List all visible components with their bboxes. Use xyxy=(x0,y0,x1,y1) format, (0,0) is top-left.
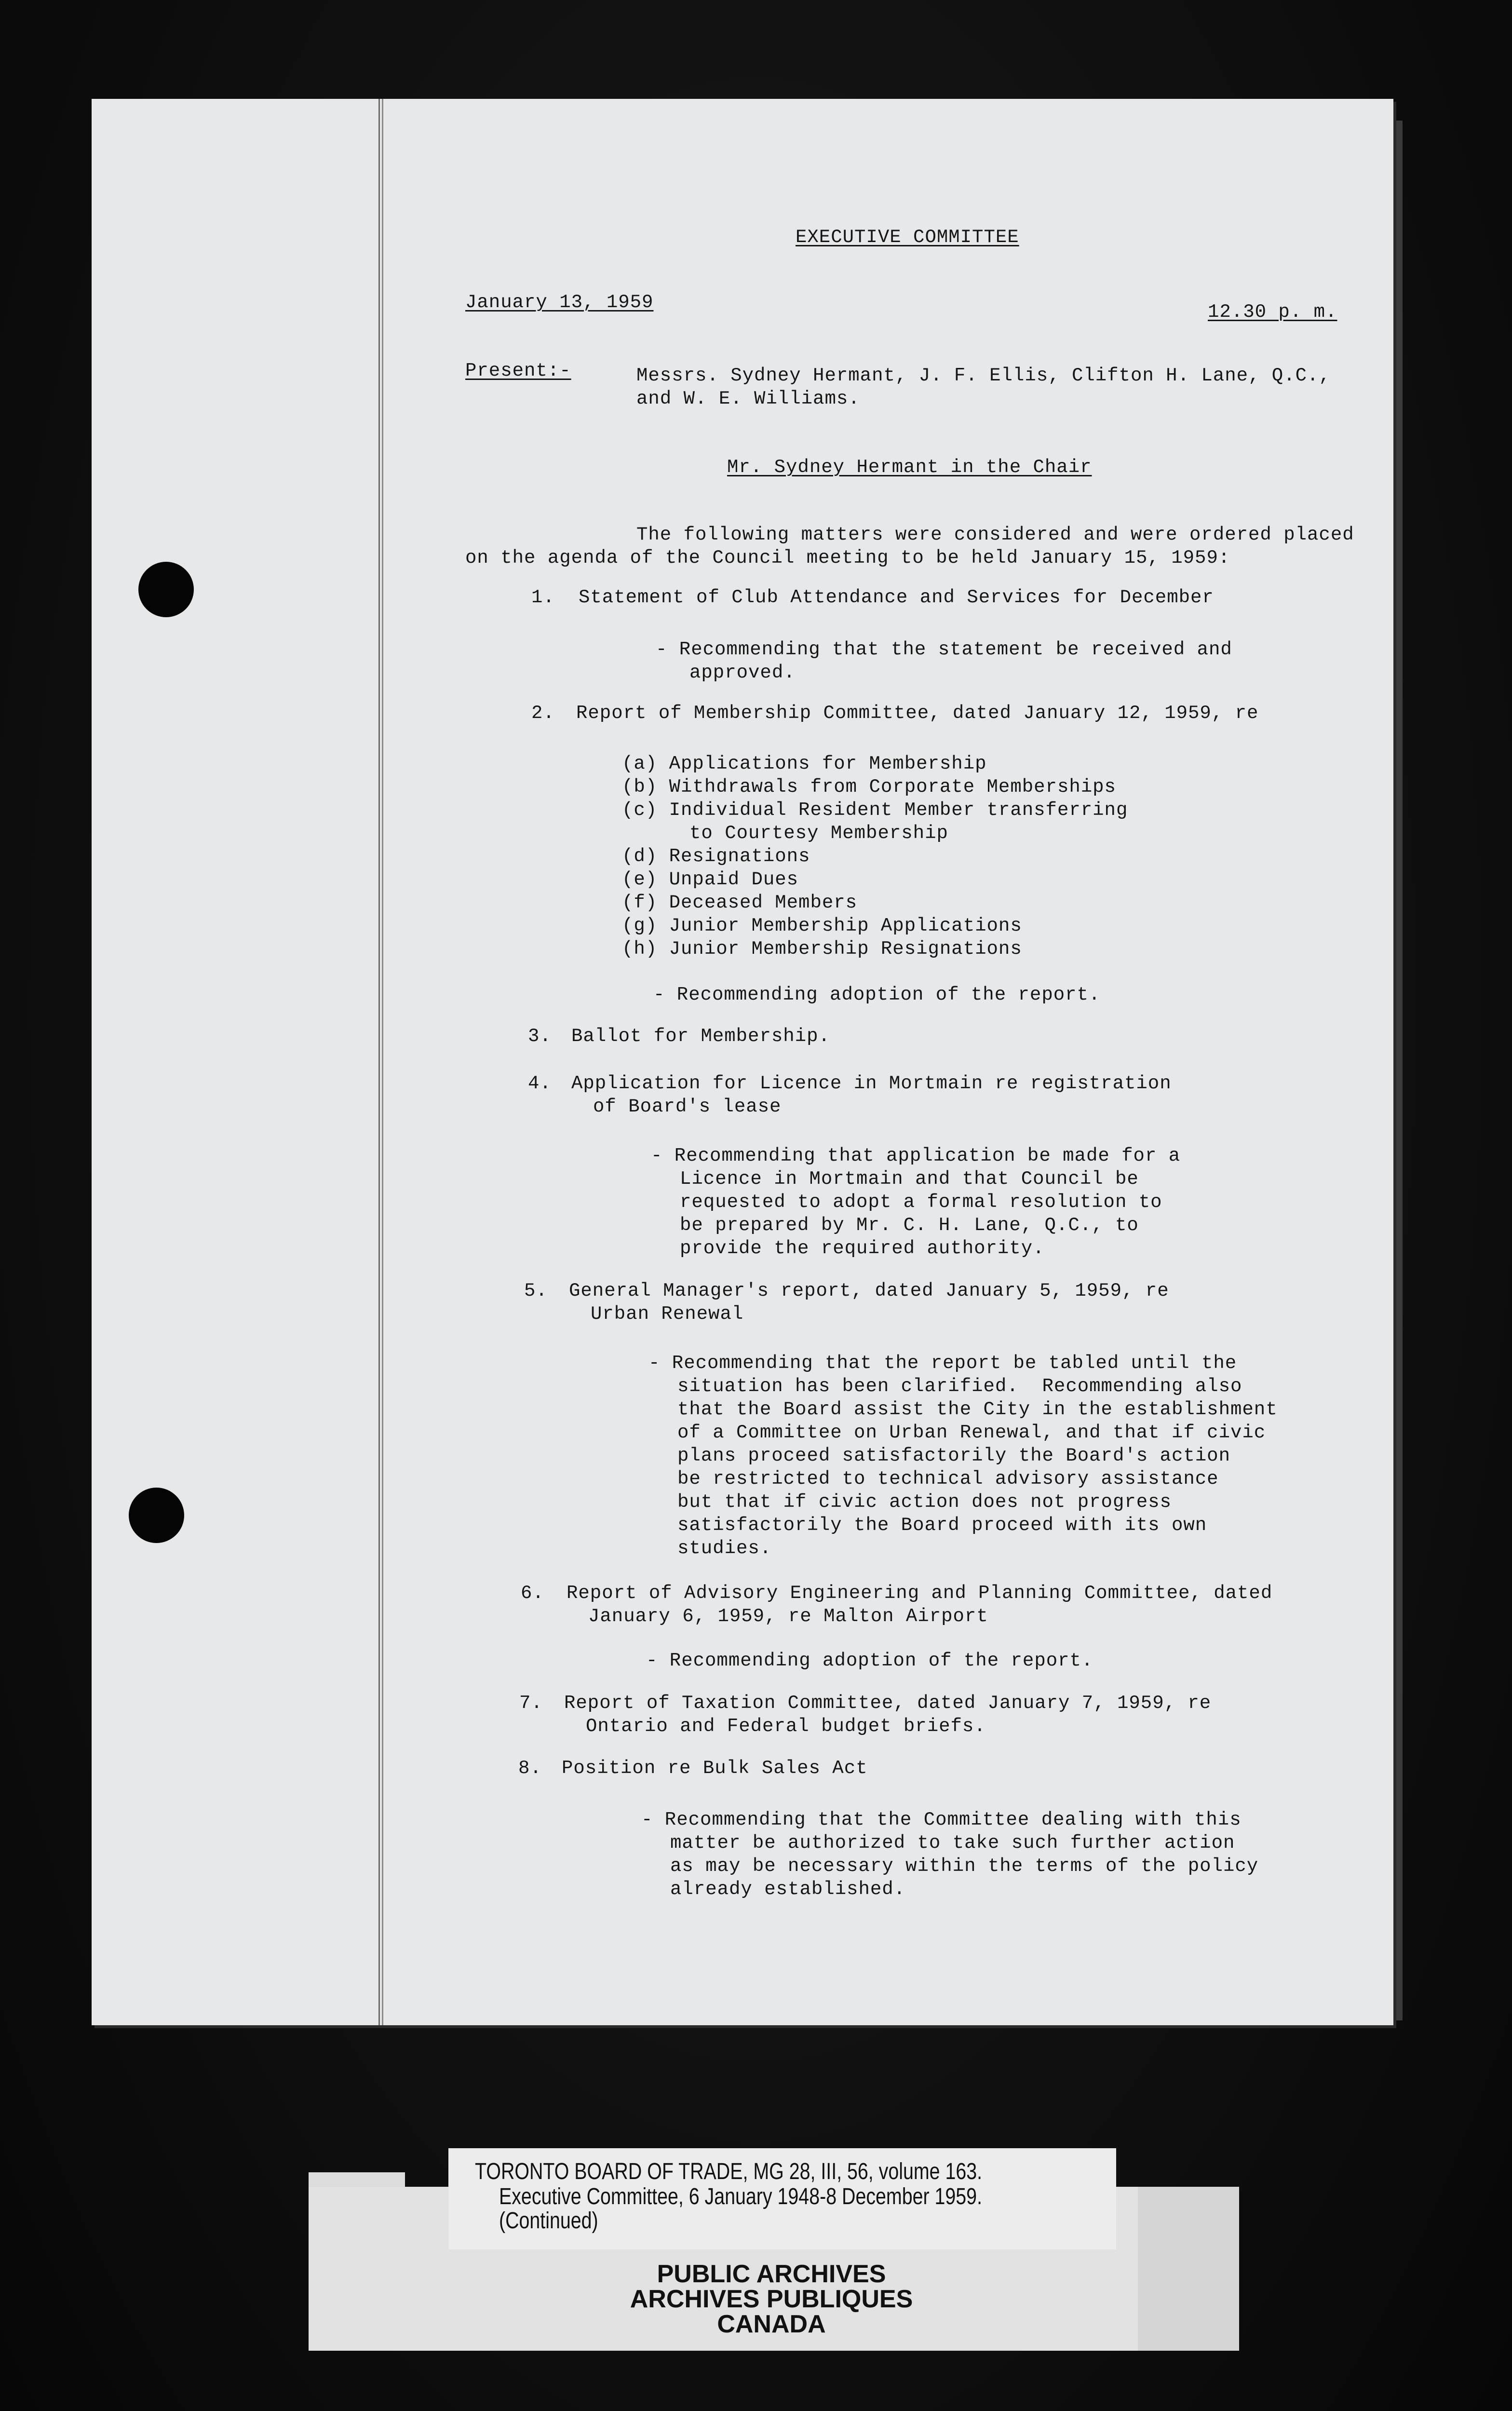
present-label: Present:- xyxy=(465,360,571,381)
item-2-sub-h: (h) Junior Membership Resignations xyxy=(622,938,1022,960)
heading: EXECUTIVE COMMITTEE xyxy=(796,227,1019,248)
item-8-rec-1: - Recommending that the Committee dealing with this xyxy=(641,1809,1242,1830)
intro-line-1: The following matters were considered and were ordered placed xyxy=(636,524,1354,545)
item-2-sub-c-cont: to Courtesy Membership xyxy=(689,823,948,844)
item-4-rec-4: be prepared by Mr. C. H. Lane, Q.C., to xyxy=(680,1215,1139,1236)
item-4-rec-1: - Recommending that application be made for a xyxy=(651,1145,1181,1166)
item-2-sub-a: (a) Applications for Membership xyxy=(622,753,987,774)
label-line-2: Executive Committee, 6 January 1948-8 December 1959. xyxy=(499,2184,983,2209)
stamp-line-2: ARCHIVES PUBLIQUES xyxy=(630,2285,913,2313)
item-2-title: Report of Membership Committee, dated January 12, 1959, re xyxy=(576,703,1259,724)
label-line-3: (Continued) xyxy=(499,2208,598,2234)
item-4-rec-2: Licence in Mortmain and that Council be xyxy=(680,1168,1139,1190)
item-2-sub-b: (b) Withdrawals from Corporate Memberships xyxy=(622,776,1116,798)
item-8-rec-3: as may be necessary within the terms of the policy xyxy=(670,1856,1259,1877)
item-8-title: Position re Bulk Sales Act xyxy=(562,1758,868,1779)
item-2-number: 2. xyxy=(531,703,555,724)
item-2-sub-e: (e) Unpaid Dues xyxy=(622,869,799,890)
meeting-date: January 13, 1959 xyxy=(465,292,654,313)
meeting-time: 12.30 p. m. xyxy=(1208,301,1337,323)
stamp-line-3: CANADA xyxy=(717,2310,826,2338)
item-6-number: 6. xyxy=(521,1583,544,1604)
item-7-title-2: Ontario and Federal budget briefs. xyxy=(586,1716,986,1737)
item-6-title-1: Report of Advisory Engineering and Planning Committee, dated xyxy=(567,1583,1273,1604)
item-5-rec-2: situation has been clarified. Recommending also xyxy=(677,1376,1242,1397)
item-5-number: 5. xyxy=(524,1280,548,1301)
item-4-rec-5: provide the required authority. xyxy=(680,1238,1045,1259)
chair-line: Mr. Sydney Hermant in the Chair xyxy=(727,457,1092,478)
punch-hole-bottom xyxy=(129,1488,184,1543)
item-4-rec-3: requested to adopt a formal resolution to xyxy=(680,1192,1162,1213)
punch-hole-top xyxy=(138,562,194,617)
intro-line-2: on the agenda of the Council meeting to be held January 15, 1959: xyxy=(465,547,1230,569)
item-2-sub-d: (d) Resignations xyxy=(622,846,810,867)
item-5-title-1: General Manager's report, dated January 5, 1959, re xyxy=(569,1280,1169,1301)
item-2-sub-g: (g) Junior Membership Applications xyxy=(622,915,1022,936)
present-line-1: Messrs. Sydney Hermant, J. F. Ellis, Clifton H. Lane, Q.C., xyxy=(636,365,1331,386)
item-5-rec-9: studies. xyxy=(677,1538,772,1559)
item-2-sub-f: (f) Deceased Members xyxy=(622,892,858,913)
item-8-rec-4: already established. xyxy=(670,1879,906,1900)
item-5-rec-6: be restricted to technical advisory assistance xyxy=(677,1468,1219,1490)
item-6-title-2: January 6, 1959, re Malton Airport xyxy=(588,1606,988,1627)
item-5-rec-4: of a Committee on Urban Renewal, and that if civic xyxy=(677,1422,1266,1443)
item-8-rec-2: matter be authorized to take such further action xyxy=(670,1832,1235,1854)
item-7-number: 7. xyxy=(519,1693,543,1714)
item-5-rec-8: satisfactorily the Board proceed with its own xyxy=(677,1515,1207,1536)
item-6-rec: - Recommending adoption of the report. xyxy=(646,1650,1094,1671)
item-1-number: 1. xyxy=(531,587,555,608)
item-3-title: Ballot for Membership. xyxy=(571,1026,830,1047)
present-line-2: and W. E. Williams. xyxy=(636,388,860,409)
archive-label-right-tab xyxy=(1138,2187,1239,2351)
item-5-rec-1: - Recommending that the report be tabled until the xyxy=(648,1353,1237,1374)
document-page xyxy=(92,99,1393,2025)
item-1-title: Statement of Club Attendance and Services for December xyxy=(579,587,1214,608)
label-line-1: TORONTO BOARD OF TRADE, MG 28, III, 56, volume 163. xyxy=(475,2159,983,2184)
item-5-rec-5: plans proceed satisfactorily the Board's action xyxy=(677,1445,1230,1466)
item-4-title-2: of Board's lease xyxy=(593,1096,782,1117)
item-7-title-1: Report of Taxation Committee, dated January 7, 1959, re xyxy=(564,1693,1212,1714)
item-8-number: 8. xyxy=(518,1758,542,1779)
item-5-title-2: Urban Renewal xyxy=(591,1303,744,1325)
item-2-sub-c: (c) Individual Resident Member transferring xyxy=(622,799,1128,821)
item-5-rec-7: but that if civic action does not progress xyxy=(677,1491,1172,1513)
item-4-title-1: Application for Licence in Mortmain re registration xyxy=(571,1073,1172,1094)
item-2-rec: - Recommending adoption of the report. xyxy=(653,984,1101,1005)
item-3-number: 3. xyxy=(528,1026,552,1047)
margin-rule xyxy=(378,99,383,2025)
item-1-rec-1: - Recommending that the statement be received and xyxy=(656,639,1232,660)
item-1-rec-2: approved. xyxy=(689,662,796,683)
item-4-number: 4. xyxy=(528,1073,552,1094)
item-5-rec-3: that the Board assist the City in the establishment xyxy=(677,1399,1278,1420)
stamp-line-1: PUBLIC ARCHIVES xyxy=(657,2260,886,2288)
